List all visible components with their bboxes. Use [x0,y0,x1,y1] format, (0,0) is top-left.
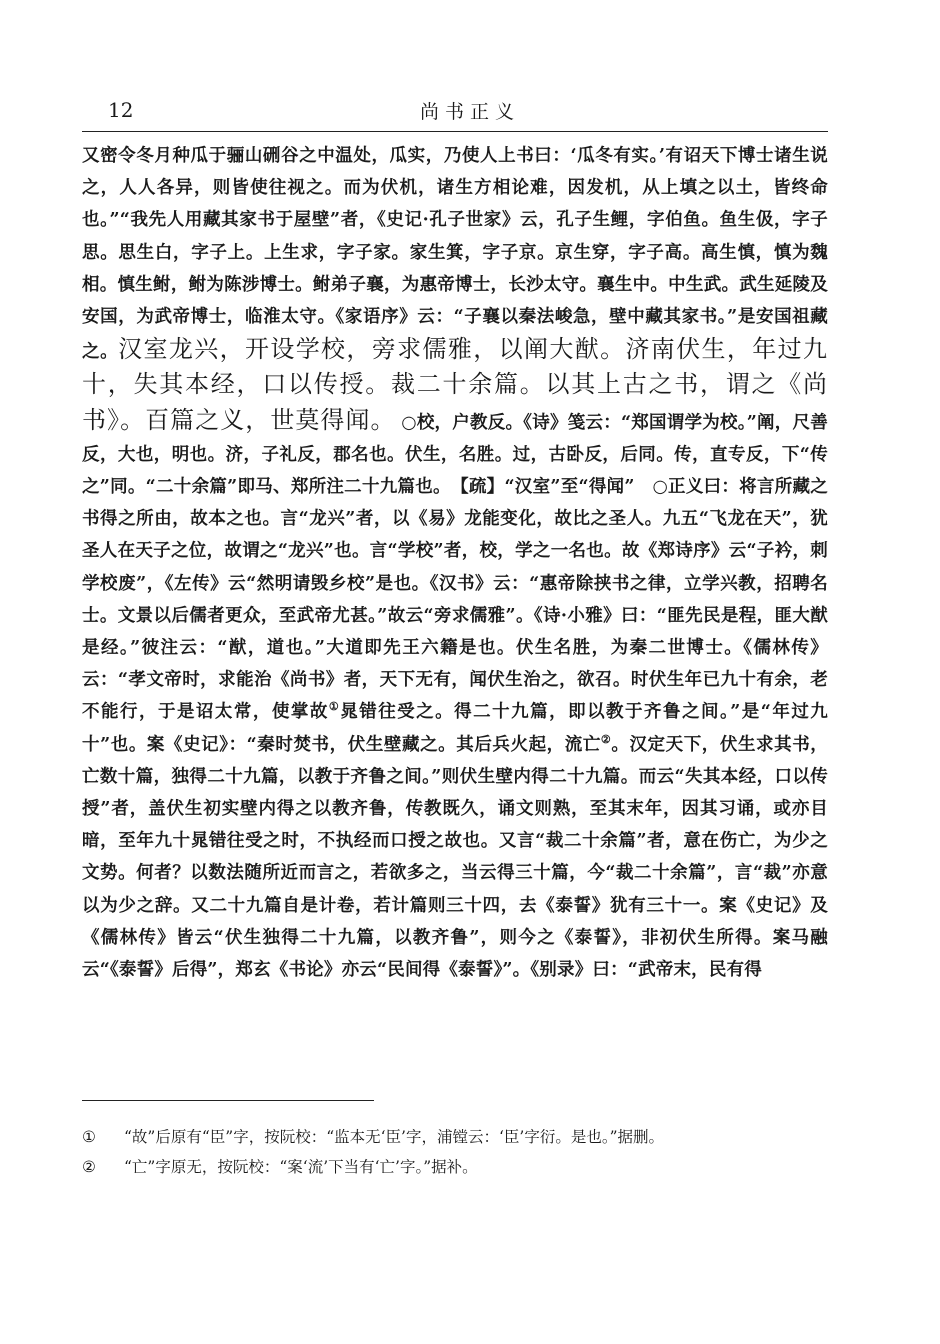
footnote [82,1122,828,1152]
commentary-text: ○校，户教反。《诗》笺云：“郑国谓学为校。”阐，尺善反，大也，明也。济，子礼反，郡名也。伏生，名胜。过，古卧反，后同。传，直专反，下“传之”同。“二十余篇”即马、郑所注二十九篇也。 【疏】“汉室”至“得闻” ○正义曰：将言所藏之书得之所由，故本之也。言“龙兴”者，以《易》龙能变化，故比之圣人。九五“飞龙在天”，犹圣人在天子之位，故谓之“龙兴”也。言“学校”者，校，学之一名也。故《郑诗序》云“子衿，刺学校废”，《左传》云“然明请毁乡校”是也。《汉书》云：“惠帝除挟书之律，立学兴教，招聘名士。文景以后儒者更众，至武帝尤甚。”故云“旁求儒雅”。《诗·小雅》曰：“匪先民是程，匪大猷是经。”彼注云：“猷，道也。”大道即先王六籍是也。伏生名胜，为秦二世博士。《儒林传》云：“孝文帝时，求能治《尚书》者，天下无有，闻伏生治之，欲召。时伏生年已九十有余，老不能行，于是诏太常，使掌故 [82,412,828,723]
commentary-text: 又密令冬月种瓜于骊山硎谷之中温处，瓜实，乃使人上书曰：‘瓜冬有实。’有诏天下博士诸生说之，人人各异，则皆使往视之。而为伏机，诸生方相论难，因发机，从上填之以土，皆终命也。”“我先人用藏其家书于屋壁”者，《史记·孔子世家》云，孔子生鲤，字伯鱼。鱼生伋，字子思。思生白，字子上。上生求，字子家。家生箕，字子京。京生穿，字子高。高生慎，慎为魏相。慎生鲋，鲋为陈涉博士。鲋弟子襄，为惠帝博士，长沙太守。襄生中。中生武。武生延陵及安国，为武帝博士，临淮太守。《家语序》云：“子襄以秦法峻急，壁中藏其家书。”是安国祖藏之。 [82,146,828,363]
footnote-ref-2: ② [600,732,612,746]
commentary-text: 。汉定天下，伏生求其书，亡数十篇，独得二十九篇，以教于齐鲁之间。”则伏生壁内得二十九篇。而云“失其本经，口以传授”者，盖伏生初实壁内得之以教齐鲁，传教既久，诵文则熟，至其末年，因其习诵，或亦目暗，至年九十晁错往受之时，不执经而口授之故也。又言“裁二十余篇”者，意在伤亡，为少之文势。何者？以数法随所近而言之，若欲多之，当云得三十篇，今“裁二十余篇”，言“裁”亦意以为少之辞。又二十九篇自是计卷，若计篇则三十四，去《泰誓》犹有三十一。案《史记》及《儒林传》皆云“伏生独得二十九篇，以教齐鲁”，则今之《泰誓》，非初伏生所得。案马融云“《泰誓》后得”，郑玄《书论》亦云“民间得《泰誓》”。《别录》曰：“武帝末，民有得 [82,734,829,981]
footnote-ref-1: ① [328,700,341,714]
footnote [82,1152,828,1182]
footnotes [82,1122,828,1182]
running-head-title: 尚书正义 [419,101,520,123]
footnote-mark: ① [82,1128,96,1146]
page-number: 12 [108,98,134,122]
footnote-text: “亡”字原无，按阮校：“案‘流’下当有‘亡’字。”据补。 [124,1158,478,1176]
footnote-mark: ② [82,1158,96,1176]
body-text [82,140,828,986]
footnote-text: “故”后原有“臣”字，按阮校：“监本无‘臣’字，浦镗云：‘臣’字衍。是也。”据删。 [124,1128,665,1146]
preface-text-large: 汉室龙兴，开设学校，旁求儒雅，以阐大猷。济南伏生，年过九十，失其本经，口以传授。裁二十余篇。以其上古之书，谓之《尚书》。百篇之义，世莫得闻。 [82,335,829,434]
header-rule [82,131,828,132]
footnote-rule [82,1100,374,1101]
commentary-text: 晁错往受之。得二十九篇，即以教于齐鲁之间。”是“年过九十”也。案《史记》：“秦时焚书，伏生壁藏之。其后兵火起，流亡 [82,702,829,755]
